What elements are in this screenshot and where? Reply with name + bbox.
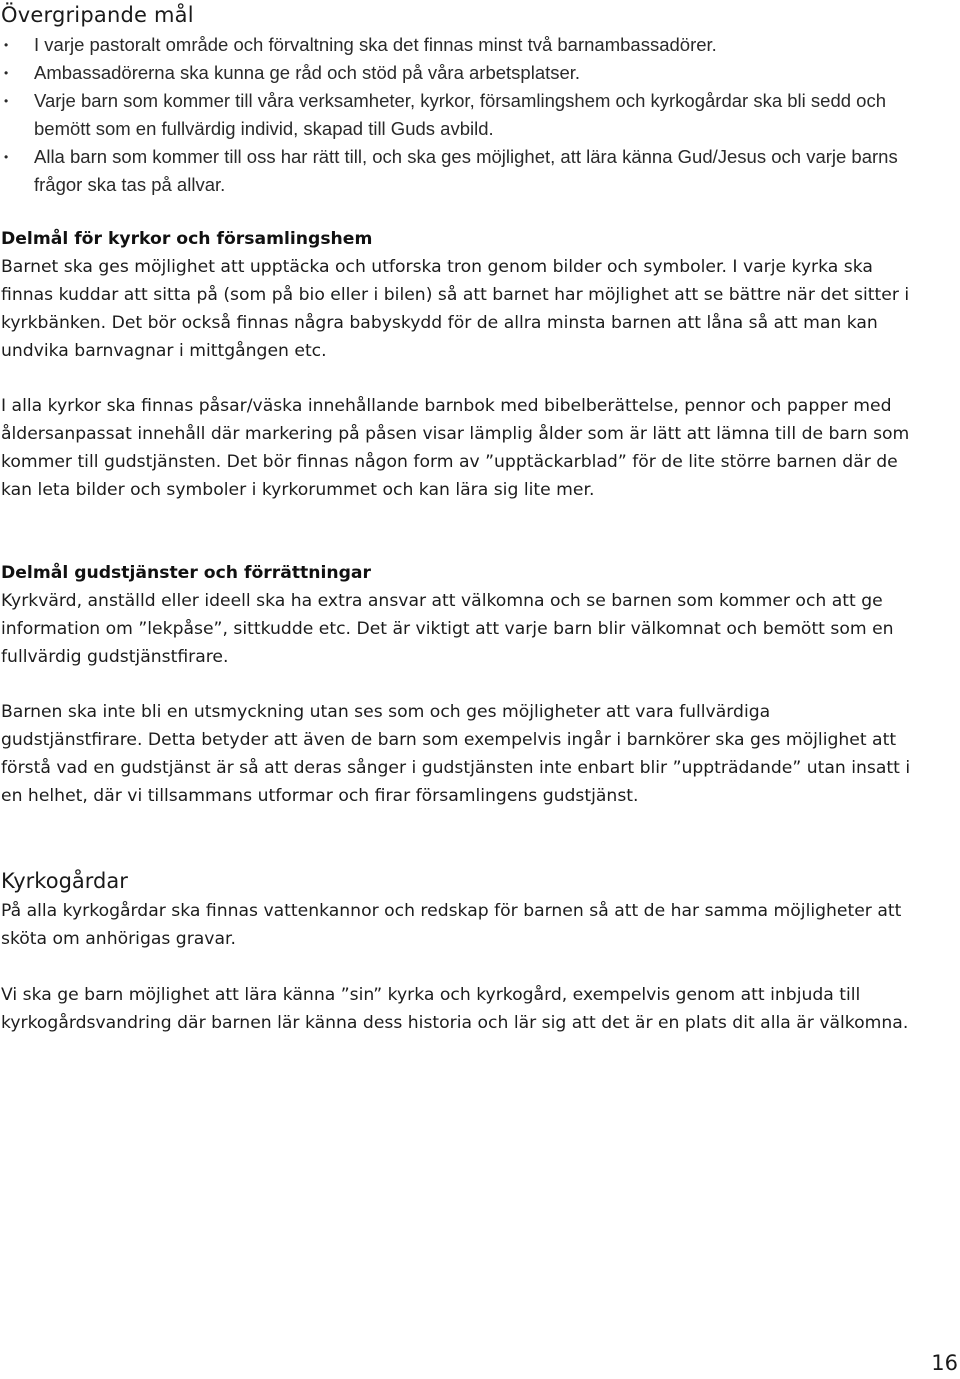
bullet-item [0,87,920,143]
bullet-item [0,59,920,87]
bullet-icon: • [4,94,9,108]
bullet-item [0,143,920,199]
paragraph-kyrkor-1: Barnet ska ges möjlighet att upptäcka och utforska tron genom bilder och symboler. I varje kyrka ska finnas kuddar att sitta på (som på bio eller i bilen) så att barnet har möjlighet att se bättre när det sitter i kyrkbänken. Det bör också finnas några babyskydd för de allra minsta barnen att låna så att man kan undvika barnvagnar i mittgången etc. [1,257,910,361]
bullet-text: Alla barn som kommer till oss har rätt till, och ska ges möjlighet, att lära känna Gud/Jesus och varje barns frågor ska tas på allvar. [34,146,898,195]
bullet-text: Ambassadörerna ska kunna ge råd och stöd på våra arbetsplatser. [34,62,581,83]
paragraph-gudstjanster-1: Kyrkvärd, anställd eller ideell ska ha extra ansvar att välkomna och se barnen som kommer och att ge information om ”lekpåse”, sittkudde etc. Det är viktigt att varje barn blir välkomnat och bemött som en fullvärdig gudstjänstfirare. [1,591,894,667]
bullet-icon: • [4,150,9,164]
bullet-icon: • [4,66,9,80]
bullet-text: Varje barn som kommer till våra verksamheter, kyrkor, församlingshem och kyrkogårdar ska bli sedd och bemött som en fullvärdig individ, skapad till Guds avbild. [34,90,887,139]
paragraph-kyrkogardar-2: Vi ska ge barn möjlighet att lära känna ”sin” kyrka och kyrkogård, exempelvis genom att inbjuda till kyrkogårdsvandring där barnen lär känna dess historia och lär sig att det är en plats dit alla är välkomna. [1,985,909,1033]
bullet-icon: • [4,38,9,52]
paragraph-gudstjanster-2: Barnen ska inte bli en utsmyckning utan ses som och ges möjligheter att vara fullvärdiga gudstjänstfirare. Detta betyder att även de barn som exempelvis ingår i barnkörer ska ges möjlighet att förstå vad en gudstjänst är så att deras sånger i gudstjänsten inte enbart blir ”uppträdande” utan insatt i en helhet, där vi tillsammans utformar och firar församlingens gudstjänst. [1,702,911,806]
paragraph-kyrkor-2: I alla kyrkor ska finnas påsar/väska innehållande barnbok med bibelberättelse, pennor och papper med åldersanpassat innehåll där markering på påsen visar lämplig ålder som är lätt att lämna till de barn som kommer till gudstjänsten. Det bör finnas någon form av ”upptäckarblad” för de lite större barnen där de kan leta bilder och symboler i kyrkorummet och kan lära sig lite mer. [1,396,910,500]
heading-delmal-kyrkor: Delmål för kyrkor och församlingshem [1,229,373,249]
heading-delmal-gudstjanster: Delmål gudstjänster och förrättningar [1,563,372,583]
paragraph-kyrkogardar-1: På alla kyrkogårdar ska finnas vattenkannor och redskap för barnen så att de har samma möjligheter att sköta om anhörigas gravar. [1,901,902,949]
bullet-text: I varje pastoralt område och förvaltning ska det finnas minst två barnambassadörer. [34,34,717,55]
heading-overgripande-mal: Övergripande mål [1,3,194,27]
page-number: 16 [931,1351,958,1375]
heading-kyrkogardar: Kyrkogårdar [1,869,128,893]
goals-bullet-list [0,31,920,199]
bullet-item [0,31,920,59]
